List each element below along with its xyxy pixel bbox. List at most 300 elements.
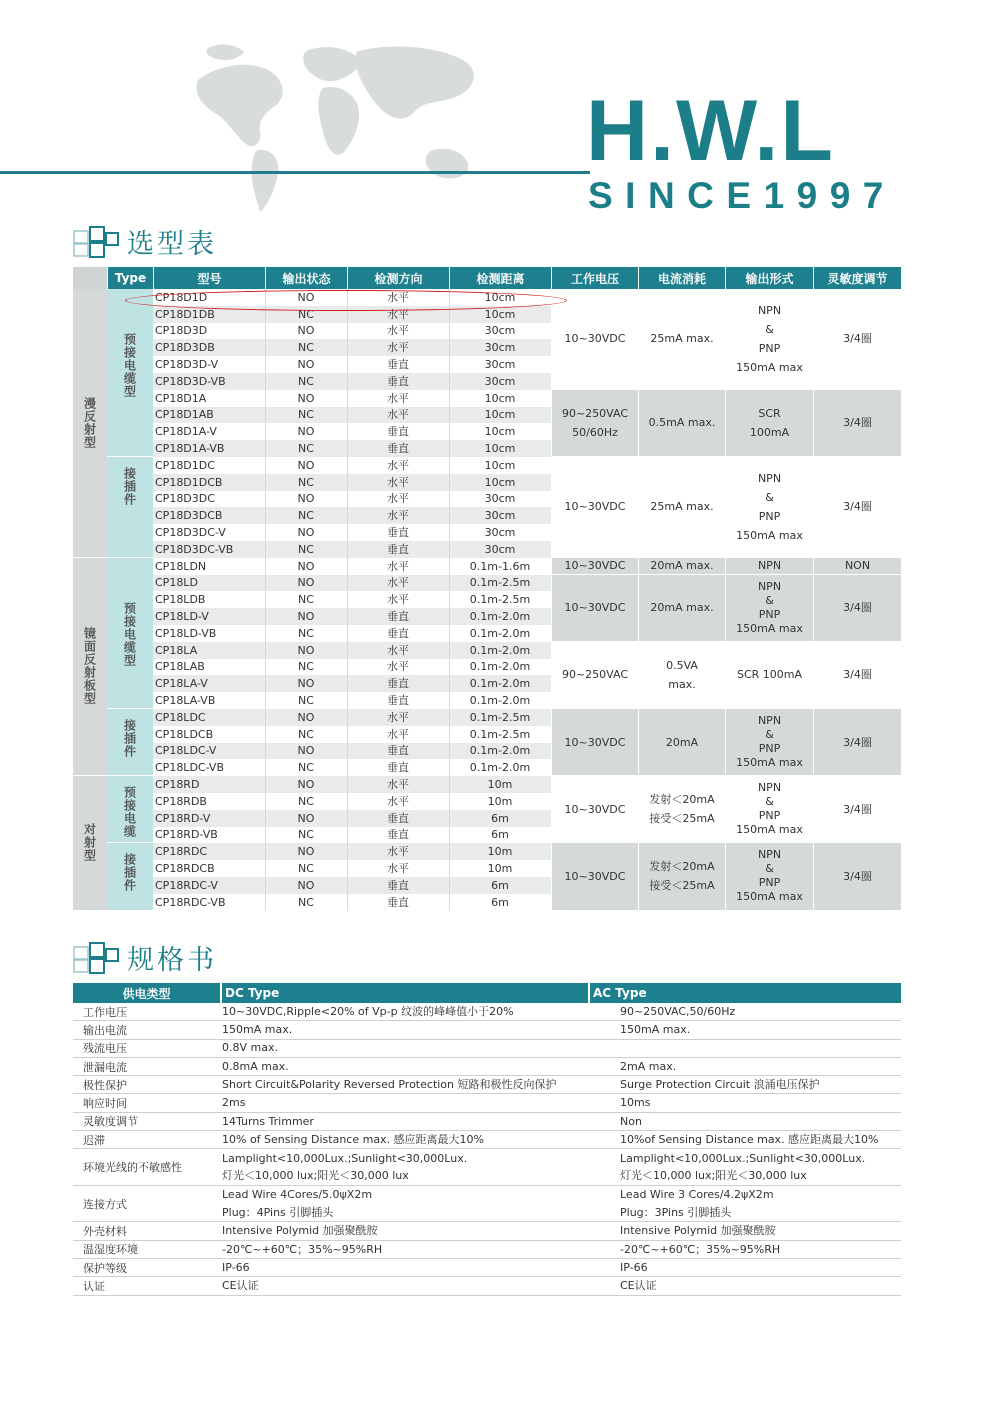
group-current-line: max. [668,677,696,691]
group-output-line: & [765,593,774,607]
row-cell: NO [297,778,315,792]
spec-row [73,1113,901,1131]
spec-dc-value [222,1058,582,1075]
group-output-line: 150mA max [736,360,803,374]
group-current-line: 20mA max. [650,601,714,615]
row-cell: NO [297,458,315,472]
group-current-line: 发射＜20mA [649,860,715,874]
row-cell: 水平 [387,341,409,355]
spec-ac-value [620,1259,900,1276]
group-sensitivity [814,558,901,574]
row-cell: 垂直 [387,878,409,892]
row-cell: CP18D1DCB [155,475,223,489]
row-cell: 0.1m-2.0m [469,643,531,657]
row-cell: CP18D1D [155,290,208,304]
group-sensitivity-line: 3/4圈 [843,416,872,430]
row-cell: NO [297,610,315,624]
row-cell: NO [297,744,315,758]
subcategory-cell [107,457,153,557]
row-cell: 垂直 [387,626,409,640]
spec-row-label: 保护等级 [83,1261,127,1275]
row-cell: 0.1m-2.0m [469,660,531,674]
brand-logo: H.W.L [586,83,835,179]
row-cell: 水平 [387,307,409,321]
spec-ac-value [620,1095,900,1112]
row-cell: 水平 [387,778,409,792]
spec-row-label: 外壳材料 [83,1225,127,1239]
spec-header-cell: AC Type [590,983,901,1003]
group-voltage-line: 10~30VDC [564,869,626,883]
row-cell: NC [298,542,314,556]
spec-section-title [73,938,217,977]
group-voltage [552,642,638,708]
group-voltage [552,709,638,775]
spec-ac-line: Lamplight<10,000Lux.;Sunlight<30,000Lux. [620,1151,866,1165]
subcategory-cell [107,776,153,842]
group-current [639,709,725,775]
group-divider [551,708,901,709]
row-cell: 0.1m-2.5m [469,710,531,724]
category-label: 漫反射型 [82,396,97,449]
spec-row-label: 工作电压 [83,1005,127,1019]
spec-ac-value [620,1222,900,1239]
subcategory-label: 预接电缆型 [122,601,137,667]
section-deco-icon [73,941,121,975]
row-cell: CP18LA-VB [155,694,216,708]
row-cell: NO [297,290,315,304]
row-cell: 10m [487,778,513,792]
group-output-line: NPN [757,303,782,317]
row-cell: 垂直 [387,895,409,909]
row-cell: 30cm [484,526,516,540]
category-cell [73,289,107,557]
row-cell: 垂直 [387,694,409,708]
row-cell: NO [297,576,315,590]
group-sensitivity-line: 3/4圈 [843,869,872,883]
spec-ac-value [620,1058,900,1075]
row-cell: CP18D3DCB [155,509,223,523]
spec-ac-line: Intensive Polymid 加强聚酰胺 [620,1224,776,1238]
spec-dc-line: 0.8V max. [222,1041,278,1055]
row-cell: 10cm [484,425,516,439]
row-cell: CP18RD-VB [155,828,218,842]
spec-ac-line: 10%of Sensing Distance max. 感应距离最大10% [620,1132,879,1146]
row-cell: 垂直 [387,526,409,540]
row-cell: 10cm [484,290,516,304]
category-label: 镜面反射板型 [82,627,97,706]
row-cell: NC [298,593,314,607]
group-current [639,457,725,557]
spec-ac-value [620,1040,900,1057]
row-cell: 0.1m-2.0m [469,744,531,758]
subcategory-label: 预接电缆型 [122,333,137,398]
group-output-line: NPN [757,471,782,485]
row-cell: NC [298,761,314,775]
world-map-graphic [188,40,488,220]
group-sensitivity [814,457,901,557]
group-current [639,843,725,909]
group-voltage [552,575,638,641]
selection-table [73,267,901,913]
group-voltage [552,390,638,456]
subcategory-label: 预接电缆 [122,786,137,839]
group-output-line: 150mA max [736,890,803,904]
spec-dc-value [222,1003,582,1020]
row-cell: 0.1m-2.0m [469,626,531,640]
row-cell: CP18LD-VB [155,626,217,640]
spec-row [73,1241,901,1259]
spec-row-label: 温湿度环境 [83,1243,138,1257]
row-cell: 0.1m-2.0m [469,694,531,708]
group-output [726,289,813,389]
category-label: 对射型 [82,823,97,863]
row-cell: 6m [491,878,509,892]
group-output-line: PNP [758,876,781,890]
spec-dc-line: 150mA max. [222,1023,293,1037]
group-output-line: NPN [757,781,782,795]
spec-row [73,1095,901,1113]
subcategory-cell [107,558,153,708]
group-current [639,642,725,708]
group-sensitivity [814,709,901,775]
spec-row-label: 认证 [83,1279,105,1293]
row-cell: CP18LDCB [155,727,214,741]
row-cell: NO [297,391,315,405]
group-voltage-line: 10~30VDC [564,735,626,749]
group-sensitivity [814,289,901,389]
spec-ac-line: 150mA max. [620,1023,691,1037]
spec-header-cell: 供电类型 [73,983,220,1003]
group-current [639,289,725,389]
spec-dc-line: Lamplight<10,000Lux.;Sunlight<30,000Lux. [222,1151,468,1165]
row-cell: 0.1m-2.5m [469,593,531,607]
group-divider [551,389,901,390]
spec-dc-line: 10% of Sensing Distance max. 感应距离最大10% [222,1132,485,1146]
group-divider [551,842,901,843]
spec-row-label: 迟滞 [83,1133,105,1147]
group-current-line: 20mA [665,735,699,749]
group-sensitivity-line: 3/4圈 [843,601,872,615]
row-cell: NC [298,727,314,741]
row-cell: 水平 [387,643,409,657]
row-cell: CP18RDB [155,794,207,808]
row-cell: 垂直 [387,542,409,556]
spec-dc-value [222,1149,582,1185]
row-cell: 6m [491,895,509,909]
row-cell: CP18RDC-V [155,878,218,892]
group-output-line: & [765,862,774,876]
spec-dc-line: IP-66 [222,1260,250,1274]
row-cell: 水平 [387,862,409,876]
row-cell: 水平 [387,324,409,338]
group-output [726,843,813,909]
row-cell: 垂直 [387,374,409,388]
row-cell: 水平 [387,408,409,422]
spec-dc-line: CE认证 [222,1279,259,1293]
row-cell: NO [297,643,315,657]
row-cell: CP18LDC-V [155,744,217,758]
row-cell: 水平 [387,794,409,808]
spec-row [73,1131,901,1149]
group-voltage-line: 10~30VDC [564,559,626,573]
group-current [639,575,725,641]
group-output-line: PNP [758,607,781,621]
header-cell: 工作电压 [552,267,638,289]
row-cell: NC [298,374,314,388]
spec-row-label: 输出电流 [83,1023,127,1037]
spec-dc-line: Short Circuit&Polarity Reversed Protection 短路和极性反向保护 [222,1078,557,1092]
column-divider [347,289,348,911]
row-cell: 水平 [387,660,409,674]
row-cell: CP18LDN [155,559,207,573]
subcategory-cell [107,289,153,456]
row-cell: 水平 [387,458,409,472]
group-output-line: NPN [757,848,782,862]
spec-dc-value [222,1259,582,1276]
row-cell: 垂直 [387,744,409,758]
spec-dc-value [222,1222,582,1239]
row-cell: CP18D1DB [155,307,215,321]
group-current-line: 20mA max. [650,559,714,573]
subcategory-label: 接插件 [122,719,137,758]
header-cell: 输出形式 [726,267,813,289]
spec-ac-value [620,1131,900,1148]
group-output [726,642,813,708]
group-output-line: PNP [758,341,781,355]
row-cell: CP18D3D-V [155,358,219,372]
row-cell: NO [297,358,315,372]
row-cell: 水平 [387,290,409,304]
spec-ac-line: 10ms [620,1096,651,1110]
group-current-line: 发射＜20mA [649,793,715,807]
spec-ac-line: 灯光＜10,000 lux;阳光＜30,000 lux [620,1169,807,1183]
group-voltage-line: 90~250VAC [561,668,629,682]
spec-row-label: 泄漏电流 [83,1060,127,1074]
row-cell: 垂直 [387,761,409,775]
spec-dc-line: Lead Wire 4Cores/5.0ψX2m [222,1188,373,1202]
row-cell: 垂直 [387,610,409,624]
spec-ac-value [620,1003,900,1020]
group-output-line: 150mA max [736,823,803,837]
row-cell: NC [298,660,314,674]
group-sensitivity-line: 3/4圈 [843,802,872,816]
spec-row [73,1003,901,1021]
row-cell: CP18LDC [155,710,206,724]
group-divider [551,641,901,642]
row-cell: CP18D3D-VB [155,374,226,388]
group-divider [551,574,901,575]
spec-ac-line: Plug：3Pins 引脚插头 [620,1205,732,1219]
subcategory-cell [107,709,153,775]
group-divider [551,775,901,776]
group-output-line: PNP [758,809,781,823]
group-voltage-line: 10~30VDC [564,802,626,816]
header-cell: 输出状态 [266,267,347,289]
row-cell: 10cm [484,458,516,472]
group-output-line: NPN [757,714,782,728]
row-cell: NO [297,324,315,338]
spec-ac-line: IP-66 [620,1260,648,1274]
spec-dc-line: -20℃~+60℃；35%~95%RH [222,1242,383,1256]
group-output-line: 150mA max [736,756,803,770]
group-output-line: SCR [758,406,781,420]
header-cell: 检测方向 [348,267,449,289]
group-voltage [552,289,638,389]
row-cell: NC [298,862,314,876]
row-cell: 30cm [484,509,516,523]
group-output-line: 150mA max [736,621,803,635]
group-divider [551,557,901,558]
category-cell [73,776,107,909]
row-cell: NO [297,710,315,724]
group-output-line: PNP [758,509,781,523]
spec-ac-line: -20℃~+60℃；35%~95%RH [620,1242,781,1256]
row-cell: NO [297,425,315,439]
spec-dc-value [222,1277,582,1294]
row-cell: 水平 [387,509,409,523]
spec-ac-line: Lead Wire 3 Cores/4.2ψX2m [620,1188,774,1202]
group-sensitivity [814,843,901,909]
header-corner [73,267,107,289]
group-output-line: & [765,490,774,504]
row-cell: 30cm [484,358,516,372]
spec-dc-line: 10~30VDC,Ripple<20% of Vp-p 纹波的峰峰值小于20% [222,1004,514,1018]
row-cell: NC [298,341,314,355]
spec-dc-line: Plug：4Pins 引脚插头 [222,1205,334,1219]
group-divider [551,456,901,457]
row-cell: 垂直 [387,442,409,456]
group-output [726,575,813,641]
header-cell: Type [108,267,153,289]
row-cell: 0.1m-2.0m [469,610,531,624]
row-cell: NC [298,307,314,321]
header-cell: 型号 [154,267,265,289]
spec-row-label: 连接方式 [83,1197,127,1211]
spec-dc-line: 0.8mA max. [222,1059,289,1073]
group-output-line: 100mA [749,425,790,439]
group-output [726,776,813,842]
row-cell: 0.1m-2.0m [469,761,531,775]
group-voltage [552,558,638,574]
row-cell: CP18D1AB [155,408,214,422]
row-cell: 水平 [387,727,409,741]
row-cell: 10cm [484,391,516,405]
spec-row [73,1186,901,1223]
spec-row [73,1058,901,1076]
group-output-line: SCR 100mA [736,668,803,682]
group-current [639,390,725,456]
row-cell: NC [298,626,314,640]
row-cell: NO [297,845,315,859]
header-rule [0,171,590,174]
row-cell: NC [298,475,314,489]
spec-dc-value [222,1021,582,1038]
row-cell: NC [298,895,314,909]
row-cell: NO [297,526,315,540]
row-cell: 垂直 [387,358,409,372]
row-cell: 10cm [484,408,516,422]
row-cell: CP18RDCB [155,862,215,876]
row-cell: 0.1m-1.6m [469,559,531,573]
row-cell: CP18RD-V [155,811,211,825]
group-sensitivity [814,575,901,641]
group-sensitivity-line: NON [844,559,871,573]
group-sensitivity-line: 3/4圈 [843,332,872,346]
spec-ac-line: CE认证 [620,1279,657,1293]
group-current-line: 0.5mA max. [648,416,716,430]
group-sensitivity [814,776,901,842]
row-cell: 10cm [484,307,516,321]
spec-ac-value [620,1021,900,1038]
row-cell: NO [297,492,315,506]
spec-row [73,1149,901,1186]
subcategory-cell [107,843,153,909]
spec-dc-value [222,1186,582,1222]
spec-ac-line: Non [620,1114,642,1128]
row-cell: CP18D1A-V [155,425,217,439]
row-cell: CP18D3DB [155,341,215,355]
column-divider [265,289,266,911]
spec-dc-value [222,1040,582,1057]
section-deco-icon [73,225,121,259]
row-cell: 水平 [387,710,409,724]
row-cell: CP18LA [155,643,198,657]
row-cell: 垂直 [387,811,409,825]
row-cell: 10m [487,862,513,876]
spec-row [73,1040,901,1058]
selection-section-title [73,222,217,261]
spec-row-label: 极性保护 [83,1078,127,1092]
spec-dc-line: 2ms [222,1096,246,1110]
row-cell: 水平 [387,492,409,506]
group-voltage-line: 10~30VDC [564,332,626,346]
group-sensitivity-line: 3/4圈 [843,668,872,682]
group-voltage-line: 90~250VAC [561,406,629,420]
group-current-line: 接受＜25mA [649,879,715,893]
spec-dc-line: Intensive Polymid 加强聚酰胺 [222,1224,378,1238]
spec-row [73,1021,901,1039]
row-cell: NC [298,509,314,523]
group-voltage-line: 10~30VDC [564,500,626,514]
row-cell: 10m [487,794,513,808]
row-cell: NC [298,794,314,808]
group-output-line: & [765,728,774,742]
row-cell: CP18RD [155,778,200,792]
row-cell: 水平 [387,593,409,607]
group-output [726,558,813,574]
group-sensitivity [814,390,901,456]
group-current [639,776,725,842]
spec-row [73,1076,901,1094]
group-output-line: PNP [758,742,781,756]
row-cell: CP18D1A [155,391,207,405]
row-cell: CP18LA-V [155,677,208,691]
group-output [726,390,813,456]
row-cell: 10m [487,845,513,859]
row-cell: CP18LDC-VB [155,761,224,775]
group-output-line: & [765,795,774,809]
row-cell: 0.1m-2.5m [469,727,531,741]
spec-dc-value [222,1113,582,1130]
group-current [639,558,725,574]
spec-ac-value [620,1186,900,1222]
spec-ac-value [620,1149,900,1185]
row-cell: 水平 [387,559,409,573]
group-sensitivity [814,642,901,708]
spec-ac-line: 2mA max. [620,1059,677,1073]
column-divider [449,289,450,911]
row-cell: 30cm [484,374,516,388]
